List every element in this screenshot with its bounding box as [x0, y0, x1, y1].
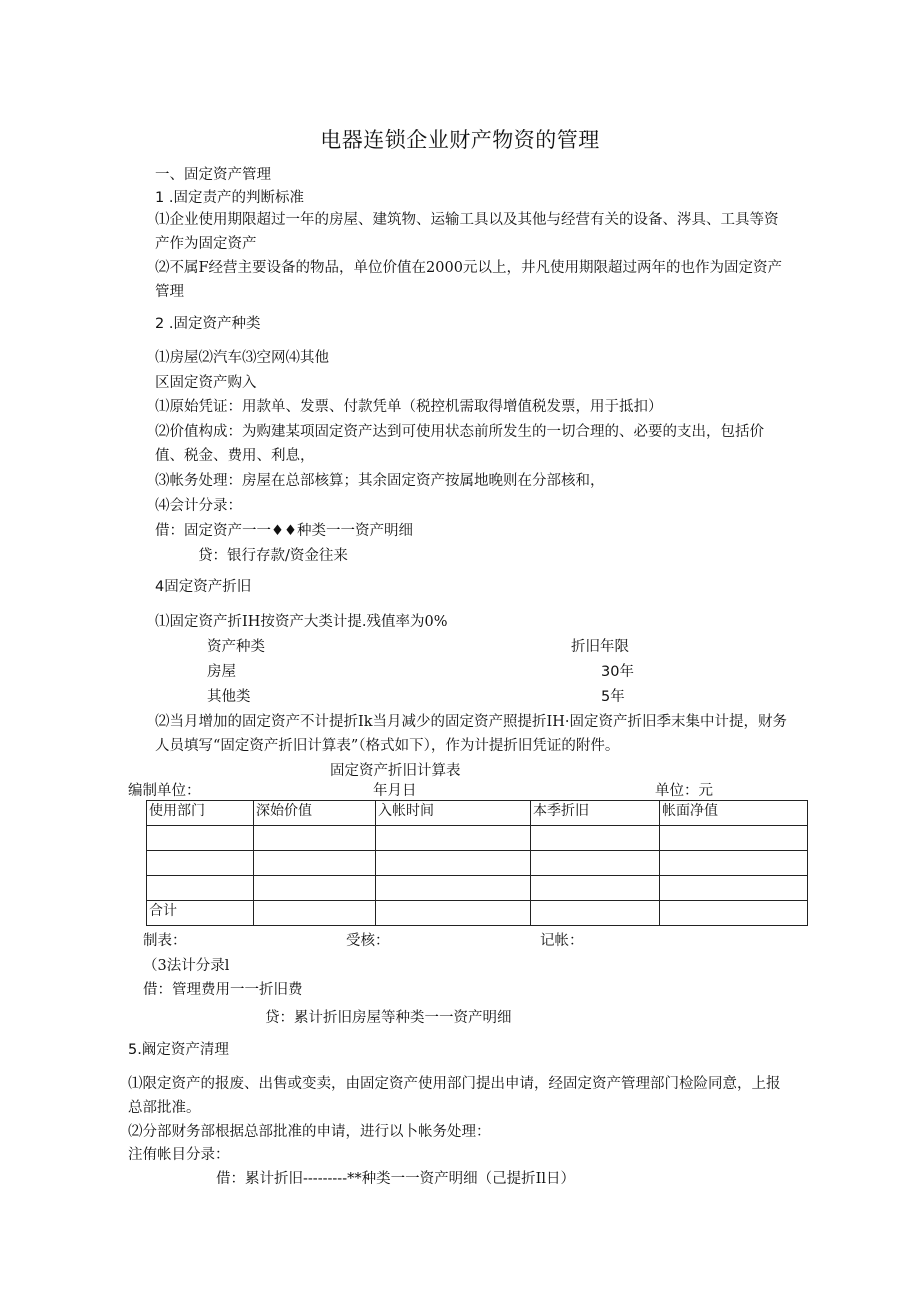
table-row — [147, 801, 808, 826]
journal-debit: 借：固定资产一一♦♦种类一一资产明细 — [155, 523, 413, 539]
subsection-heading: 4固定资产折旧 — [155, 579, 252, 595]
depreciation-form-table — [146, 800, 808, 926]
table-header: 本季折旧 — [531, 801, 660, 826]
paragraph-line: ⑴固定资产折IH按资产大类计提.残值率为0% — [155, 614, 448, 630]
sign-make: 制表： — [143, 933, 187, 949]
table-header: 帐面净值 — [660, 801, 808, 826]
table-row — [147, 901, 808, 926]
paragraph-line: ⑷会计分录： — [155, 498, 242, 514]
form-title: 固定资产折旧计算表 — [330, 763, 461, 779]
dep-table-header-type: 资产种类 — [207, 639, 265, 655]
paragraph-line: 值、税金、费用、利息， — [155, 448, 315, 464]
table-header: 入帐时间 — [376, 801, 531, 826]
section-heading: 一、固定资产管理 — [155, 167, 271, 183]
page-title: 电器连锁企业财产物资的管理 — [320, 128, 600, 152]
paragraph-line: ⑴企业使用期限超过一年的房屋、建筑物、运输工具以及其他与经营有关的设备、涔具、工具等资 — [155, 212, 779, 228]
paragraph-line: 人员填写“固定资产折旧计算表”（格式如下），作为计提折旧凭证的附件。 — [155, 738, 620, 754]
paragraph-line: ⑵分部财务部根据总部批准的申请，进行以卜帐务处理： — [128, 1124, 491, 1140]
dep-table-cell: 房屋 — [207, 664, 236, 680]
table-header: 使用部门 — [147, 801, 254, 826]
dep-table-header-years: 折旧年限 — [571, 639, 629, 655]
subsection-heading: 5.阚定资产清理 — [128, 1042, 229, 1058]
paragraph-line: ⑶帐务处理：房屋在总部核算；其余固定资产按属地晚则在分部核和， — [155, 473, 605, 489]
paragraph-line: 注侑帐目分录： — [128, 1147, 230, 1163]
dep-table-cell: 其他类 — [207, 689, 251, 705]
sign-record: 记帐： — [540, 933, 584, 949]
paragraph-line: ⑵价值构成：为购建某项固定资产达到可使用状态前所发生的一切合理的、必要的支出，包括价 — [155, 424, 764, 440]
paragraph-line: 总部批准。 — [128, 1100, 201, 1116]
dep-table-cell: 5年 — [601, 689, 625, 705]
paragraph-line: ⑵不属F经营主要设备的物品，单位价值在2000元以上，井凡使用期限超过两年的也作为固定资产 — [155, 260, 782, 276]
form-unit-label: 编制单位： — [128, 783, 201, 799]
subsection-heading: 区固定资产购入 — [155, 375, 257, 391]
journal-debit: 借：累计折旧---------**种类一一资产明细（己提折Il日） — [216, 1171, 575, 1187]
sign-review: 受核： — [346, 933, 390, 949]
table-header: 深始价值 — [254, 801, 376, 826]
paragraph-line: ⑵当月增加的固定资产不计提折Ik当月减少的固定资产照提折IH·固定资产折旧季末集中计提，财务 — [155, 714, 787, 730]
dep-table-cell: 30年 — [601, 664, 634, 680]
subsection-heading: 1 .固定责产的判断标准 — [155, 190, 304, 206]
paragraph-line: ⑴限定资产的报废、出售或变卖，由固定资产使用部门提出申请，经固定资产管理部门检险同意，上报 — [128, 1076, 781, 1092]
form-currency-label: 单位：元 — [655, 783, 713, 799]
journal-credit: 贷：累计折旧房屋等种类一一资产明细 — [265, 1010, 512, 1026]
paragraph-line: ⑴房屋⑵汽车⑶空网⑷其他 — [155, 350, 329, 366]
paragraph-line: 管理 — [155, 284, 184, 300]
form-date-label: 年月日 — [373, 783, 417, 799]
table-row — [147, 826, 808, 851]
paragraph-line: （3法计分录l — [143, 958, 230, 974]
table-total-label: 合计 — [147, 901, 254, 926]
table-row — [147, 851, 808, 876]
journal-credit: 贷：银行存款/资金往来 — [198, 548, 348, 564]
paragraph-line: ⑴原始凭证：用款单、发票、付款凭单（税控机需取得增值税发票，用于抵扣） — [155, 399, 663, 415]
table-row — [147, 876, 808, 901]
subsection-heading: 2 .固定资产种类 — [155, 316, 261, 332]
journal-debit: 借：管理费用一一折旧费 — [143, 982, 303, 998]
paragraph-line: 产作为固定资产 — [155, 236, 257, 252]
